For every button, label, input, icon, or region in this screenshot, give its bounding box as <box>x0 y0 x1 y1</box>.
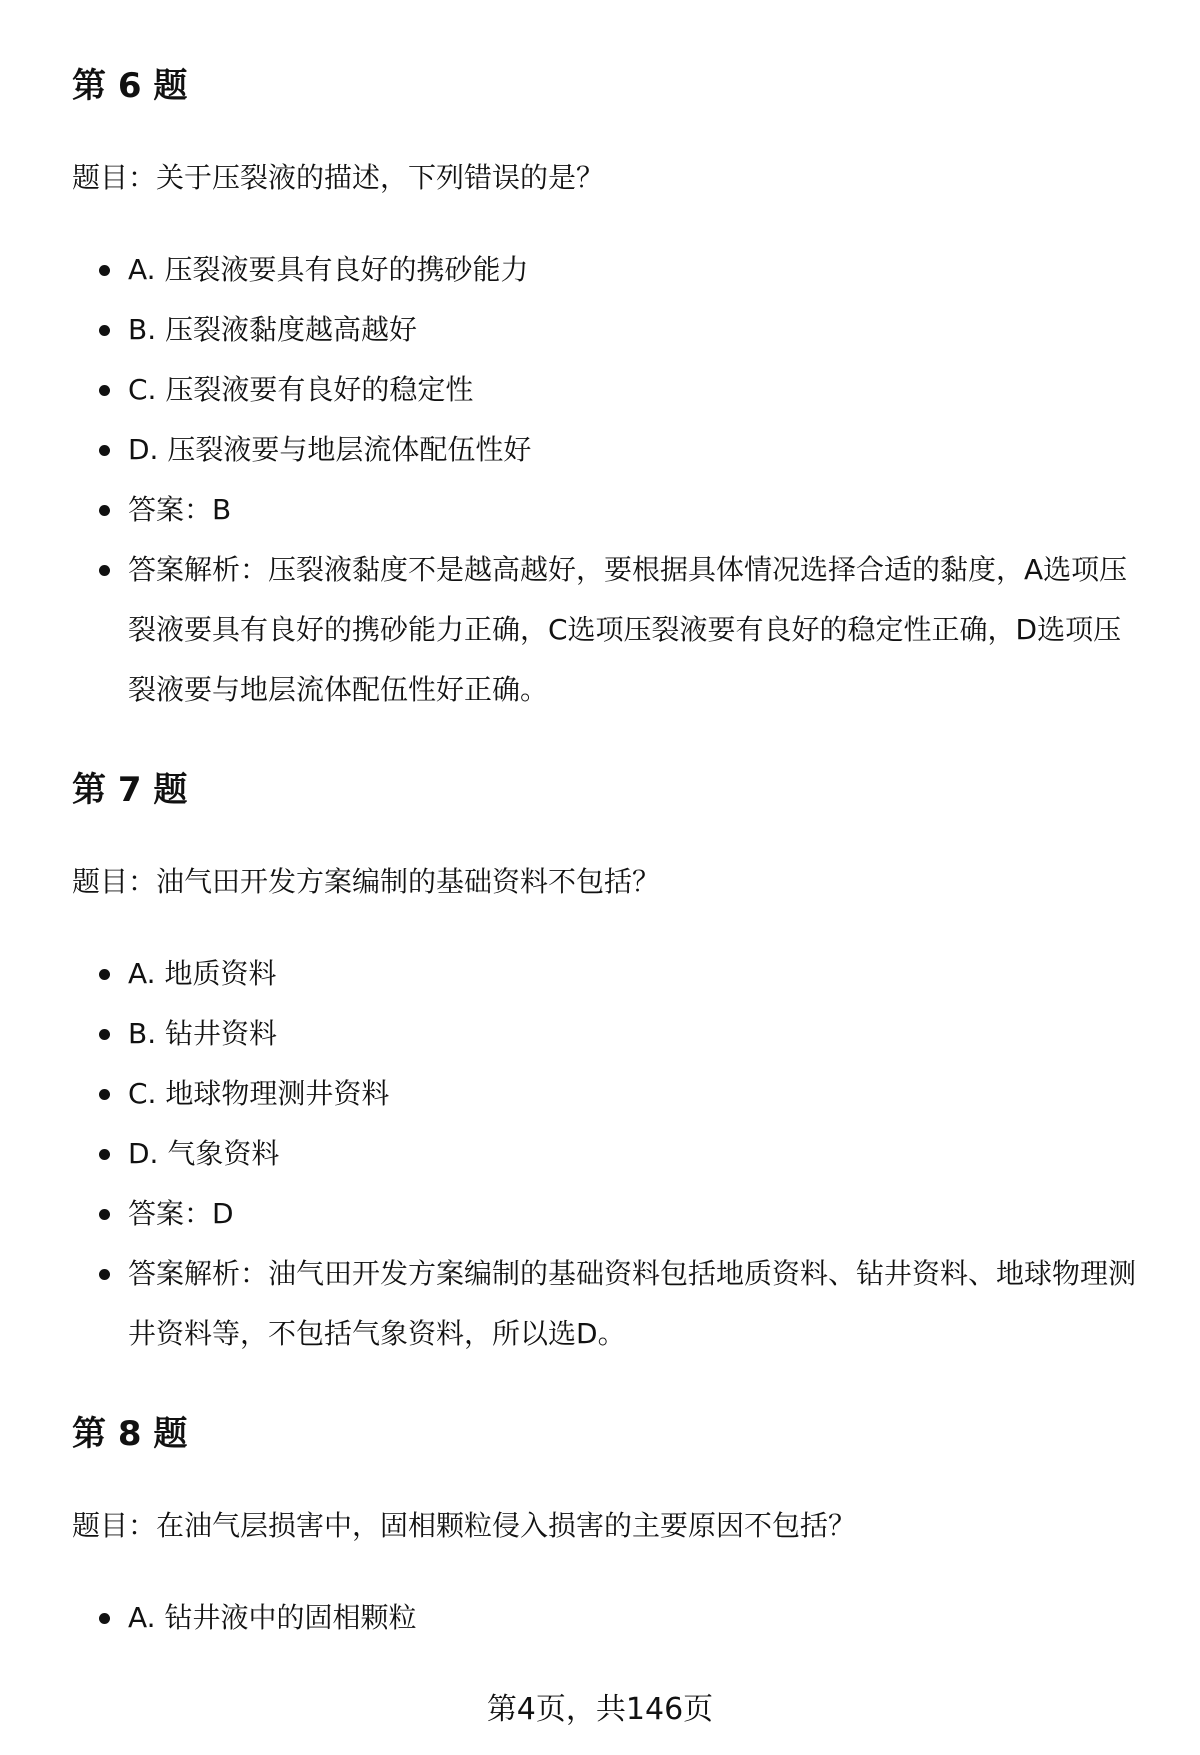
answer-explanation: 答案解析：油气田开发方案编制的基础资料包括地质资料、钻井资料、地球物理测井资料等，不包括气象资料，所以选D。 <box>72 1244 1142 1364</box>
question-6 <box>72 64 1142 720</box>
question-options <box>72 240 1142 720</box>
question-title: 第 8 题 <box>72 1414 188 1454</box>
answer-explanation: 答案解析：压裂液黏度不是越高越好，要根据具体情况选择合适的黏度，A选项压裂液要具有良好的携砂能力正确，C选项压裂液要有良好的稳定性正确，D选项压裂液要与地层流体配伍性好正确。 <box>72 540 1142 720</box>
question-title: 第 7 题 <box>72 770 188 810</box>
question-title: 第 6 题 <box>72 66 188 106</box>
option-a: A. 钻井液中的固相颗粒 <box>72 1588 1142 1648</box>
option-a: A. 地质资料 <box>72 944 1142 1004</box>
option-a: A. 压裂液要具有良好的携砂能力 <box>72 240 1142 300</box>
option-d: D. 气象资料 <box>72 1124 1142 1184</box>
question-options <box>72 1588 1142 1648</box>
question-8 <box>72 1412 1142 1648</box>
option-b: B. 压裂液黏度越高越好 <box>72 300 1142 360</box>
question-options <box>72 944 1142 1364</box>
page-number: 第4页，共146页 <box>486 1692 714 1727</box>
question-stem: 题目：关于压裂液的描述，下列错误的是？ <box>72 161 605 194</box>
question-stem: 题目：在油气层损害中，固相颗粒侵入损害的主要原因不包括？ <box>72 1509 857 1542</box>
option-c: C. 地球物理测井资料 <box>72 1064 1142 1124</box>
question-7 <box>72 768 1142 1364</box>
option-b: B. 钻井资料 <box>72 1004 1142 1064</box>
option-d: D. 压裂液要与地层流体配伍性好 <box>72 420 1142 480</box>
question-stem: 题目：油气田开发方案编制的基础资料不包括？ <box>72 865 661 898</box>
option-c: C. 压裂液要有良好的稳定性 <box>72 360 1142 420</box>
answer: 答案：B <box>72 480 1142 540</box>
answer: 答案：D <box>72 1184 1142 1244</box>
